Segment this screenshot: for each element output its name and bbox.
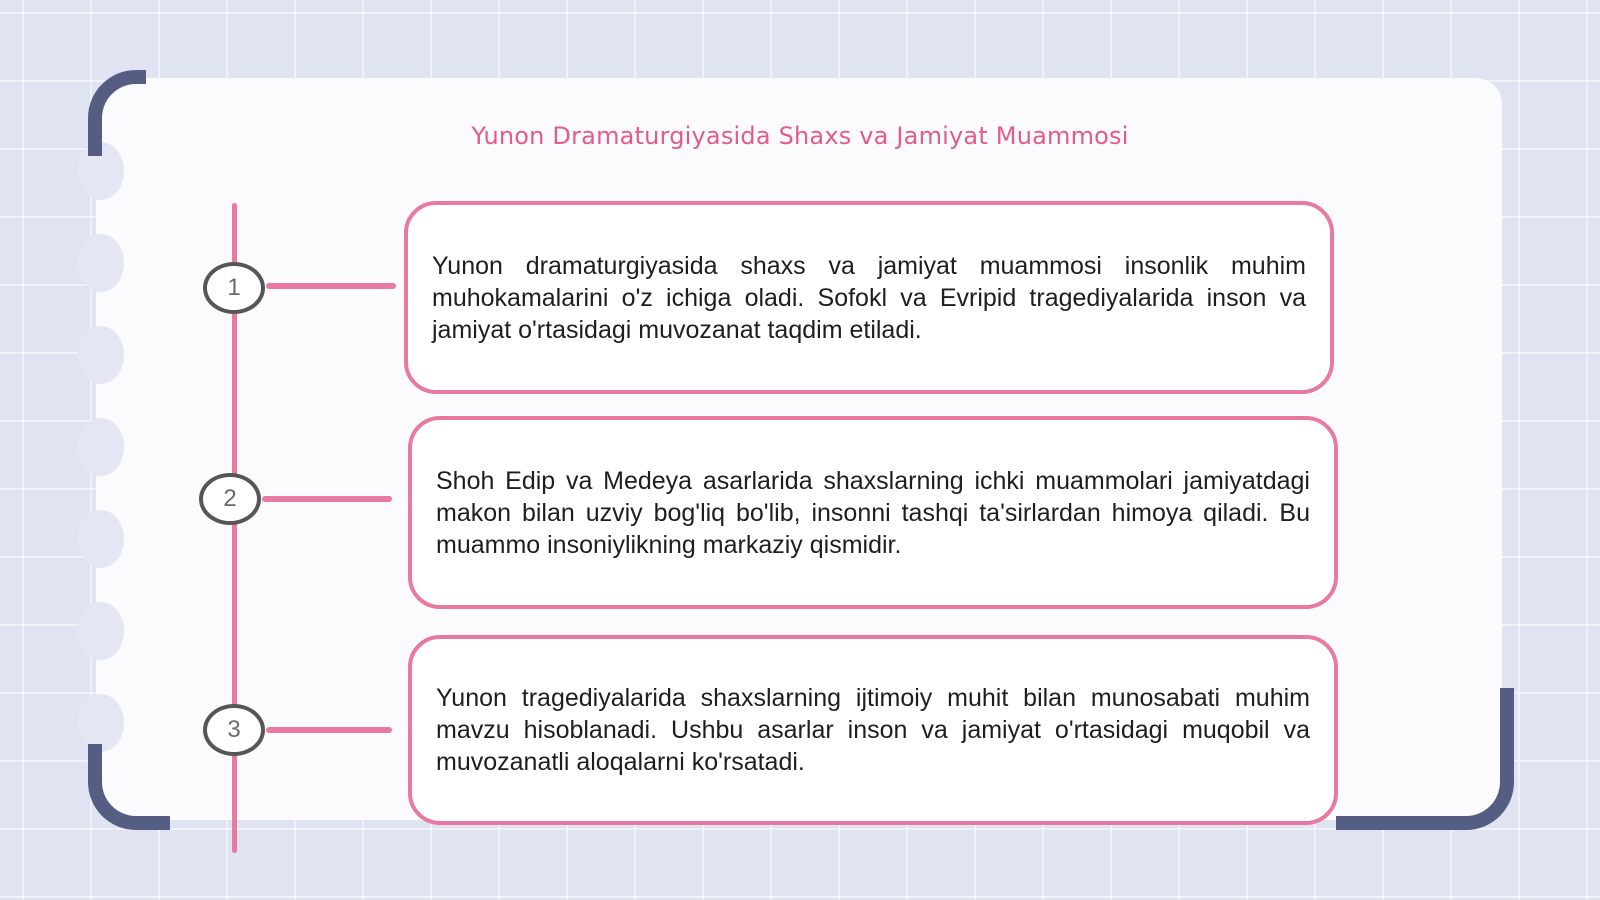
content-card bbox=[408, 635, 1338, 825]
frame-bracket-bottom-left bbox=[88, 744, 170, 830]
paper-scallop bbox=[78, 602, 124, 660]
step-number-badge: 3 bbox=[203, 704, 265, 756]
timeline-connector bbox=[266, 727, 392, 733]
step-number-badge: 1 bbox=[203, 262, 265, 314]
timeline-connector bbox=[266, 283, 396, 289]
card-text: Yunon tragediyalarida shaxslarning ijtimoiy muhit bilan munosabati muhim mavzu hisoblanadi. Ushbu asarlar inson va jamiyat o'rtasidagi muqobil va muvozanatli aloqalarni ko'rsatadi. bbox=[436, 684, 1310, 776]
timeline-connector bbox=[262, 496, 392, 502]
paper-scallop bbox=[78, 234, 124, 292]
content-card bbox=[408, 416, 1338, 609]
paper-scallop bbox=[78, 418, 124, 476]
paper-scallop bbox=[78, 326, 124, 384]
slide-title: Yunon Dramaturgiyasida Shaxs va Jamiyat Muammosi bbox=[471, 122, 1129, 150]
card-text: Shoh Edip va Medeya asarlarida shaxslarning ichki muammolari jamiyatdagi makon bilan uzviy bog'liq bo'lib, insonni tashqi ta'sirlardan himoya qiladi. Bu muammo insoniylikning markaziy qismidir. bbox=[436, 466, 1310, 559]
content-card bbox=[404, 201, 1334, 394]
card-text: Yunon dramaturgiyasida shaxs va jamiyat muammosi insonlik muhim muhokamalarini o'z ichiga oladi. Sofokl va Evripid tragediyalarida inson va jamiyat o'rtasidagi muvozanat taqdim etiladi. bbox=[432, 251, 1306, 344]
paper-scallop bbox=[78, 510, 124, 568]
frame-bracket-top-left bbox=[88, 70, 146, 156]
frame-bracket-bottom-right bbox=[1336, 688, 1514, 830]
step-number-badge: 2 bbox=[199, 473, 261, 525]
